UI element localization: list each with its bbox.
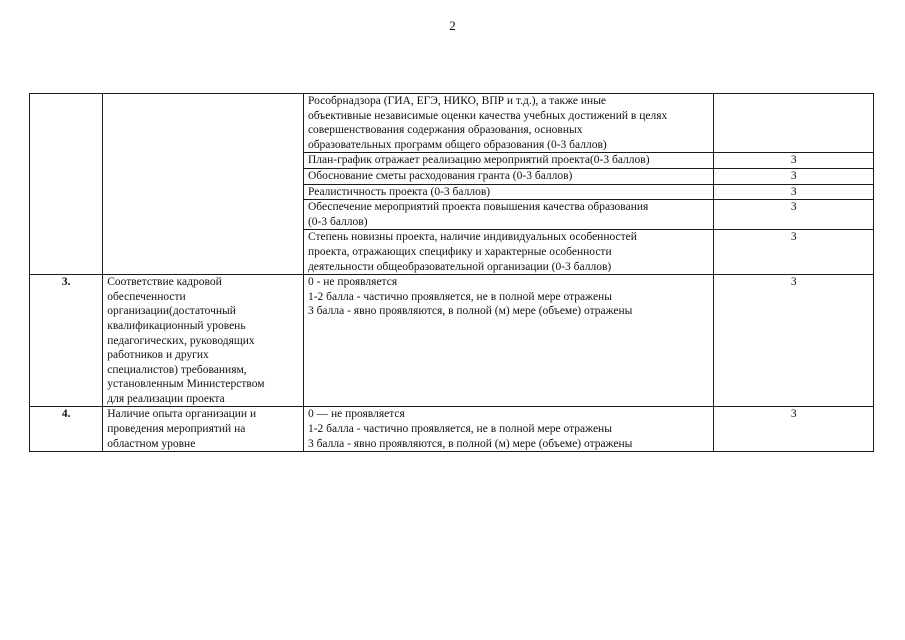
description-line: (0-3 баллов) xyxy=(307,215,368,228)
description-line: Степень новизны проекта, наличие индивидуальных особенностей xyxy=(307,231,637,244)
criterion-name-line: для реализации проекта xyxy=(107,392,225,405)
criterion-name-line: областном уровне xyxy=(107,437,196,450)
criterion-name-line: специалистов) требованиям, xyxy=(107,363,247,376)
criterion-name-cell xyxy=(103,94,304,275)
criterion-description-cell xyxy=(303,200,713,230)
score-cell: 3 xyxy=(714,168,874,184)
criterion-name-line: Наличие опыта организации и xyxy=(107,408,257,421)
score-cell: 3 xyxy=(714,230,874,275)
description-line: План-график отражает реализацию мероприятий проекта(0-3 баллов) xyxy=(307,154,650,167)
table-row xyxy=(30,94,874,153)
description-line: 0 - не проявляется xyxy=(307,276,398,289)
score-cell: 3 xyxy=(714,275,874,407)
description-line: Обоснование сметы расходования гранта (0-3 баллов) xyxy=(307,169,573,182)
score-cell: 3 xyxy=(714,200,874,230)
description-line: Рособрнадзора (ГИА, ЕГЭ, НИКО, ВПР и т.д.), а также иные xyxy=(307,95,607,107)
row-number-cell xyxy=(30,94,103,275)
criterion-name-cell xyxy=(103,275,304,407)
table-row xyxy=(30,407,874,452)
description-line: 3 балла - явно проявляются, в полной (м) мере (объеме) отражены xyxy=(307,437,633,450)
description-line: совершенствования содержания образования, основных xyxy=(307,124,583,137)
description-line: Реалистичность проекта (0-3 баллов) xyxy=(307,185,491,198)
criteria-table xyxy=(29,93,874,452)
criterion-description-cell xyxy=(303,94,713,153)
criterion-description-cell xyxy=(303,168,713,184)
criterion-description-cell xyxy=(303,230,713,275)
score-cell: 3 xyxy=(714,184,874,200)
criterion-name-line: организации(достаточный xyxy=(107,305,236,318)
criterion-name-line: педагогических, руководящих xyxy=(107,334,255,347)
criterion-name-line: обеспеченности xyxy=(107,290,186,303)
score-cell xyxy=(714,94,874,153)
criterion-description-cell xyxy=(303,184,713,200)
description-line: 3 балла - явно проявляются, в полной (м) мере (объеме) отражены xyxy=(307,305,633,318)
criterion-name-line: Соответствие кадровой xyxy=(107,276,222,289)
description-line: 0 — не проявляется xyxy=(307,408,405,421)
criterion-name-line: квалификационный уровень xyxy=(107,319,246,332)
criterion-name-cell xyxy=(103,407,304,452)
criterion-name-line: установленным Министерством xyxy=(107,378,265,391)
score-cell: 3 xyxy=(714,153,874,169)
description-line: проекта, отражающих специфику и характерные особенности xyxy=(307,245,612,258)
description-line: деятельности общеобразовательной организации (0-3 баллов) xyxy=(307,260,612,273)
criterion-description-cell xyxy=(303,275,713,407)
description-line: 1-2 балла - частично проявляется, не в полной мере отражены xyxy=(307,423,612,436)
page-number: 2 xyxy=(449,18,456,33)
row-number-cell: 3. xyxy=(30,275,103,407)
score-cell: 3 xyxy=(714,407,874,452)
description-line: образовательных программ общего образования (0-3 баллов) xyxy=(307,138,607,151)
description-line: 1-2 балла - частично проявляется, не в полной мере отражены xyxy=(307,290,612,303)
criterion-name-line: работников и других xyxy=(107,349,209,362)
criterion-description-cell xyxy=(303,407,713,452)
description-line: Обеспечение мероприятий проекта повышения качества образования xyxy=(307,201,649,214)
row-number-cell: 4. xyxy=(30,407,103,452)
criterion-name-line: проведения мероприятий на xyxy=(107,423,246,436)
criterion-description-cell xyxy=(303,153,713,169)
description-line: объективные независимые оценки качества учебных достижений в целях xyxy=(307,109,668,122)
table-row xyxy=(30,275,874,407)
